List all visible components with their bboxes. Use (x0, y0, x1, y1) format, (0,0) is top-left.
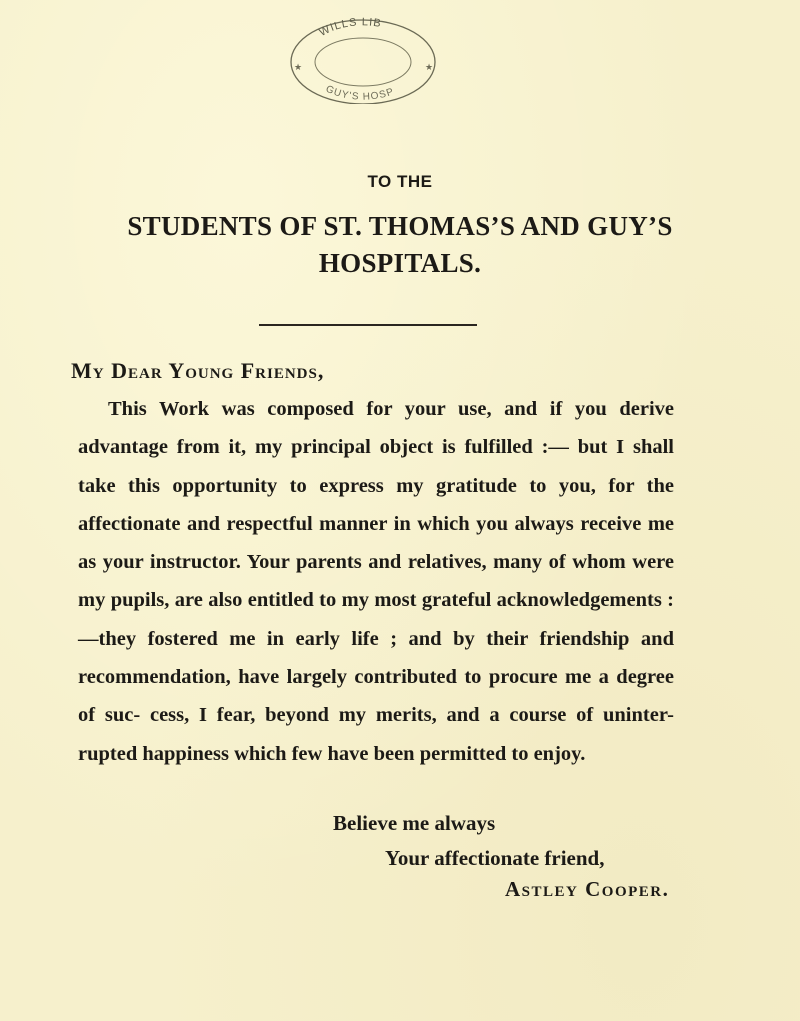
svg-text:WILLS LIB (317, 16, 382, 39)
library-stamp-graphic (282, 12, 442, 104)
letter-paragraph: This Work was composed for your use, and if you derive advantage from it, my principal object is fulfilled :— but I shall take this opportunity to express my gratitude to you, for the affectionate and respectful manner in which you always receive me as your instructor. Your parents and relatives, many of whom were my pupils, are also entitled to my most grateful acknowledgements :—they fostered me in early life ; and by their friendship and recommendation, have largely contributed to procure me a degree of suc- cess, I fear, beyond my merits, and a course of uninter- rupted happiness which few have been permitted to enjoy. (78, 398, 674, 765)
salutation: My Dear Young Friends, (71, 358, 325, 383)
dedication-title-line-2: HOSPITALS. (318, 248, 482, 278)
svg-text:★: ★ (425, 62, 434, 72)
svg-text:★: ★ (294, 62, 303, 72)
closing-line-1: Believe me always (333, 811, 496, 835)
dedication-title-line-1: STUDENTS OF ST. THOMAS’S AND GUY’S (127, 211, 673, 241)
stamp-top-text: WILLS LIB (317, 16, 383, 39)
dedication-prefix: TO THE (367, 172, 433, 191)
stamp-bottom-text: GUY'S HOSP (323, 83, 396, 103)
divider-rule (259, 324, 477, 326)
library-stamp (282, 12, 442, 104)
letter-body (78, 390, 674, 773)
closing-line-2: Your affectionate friend, (385, 846, 605, 870)
dedication-title (0, 208, 800, 282)
signature: Astley Cooper. (505, 877, 670, 901)
